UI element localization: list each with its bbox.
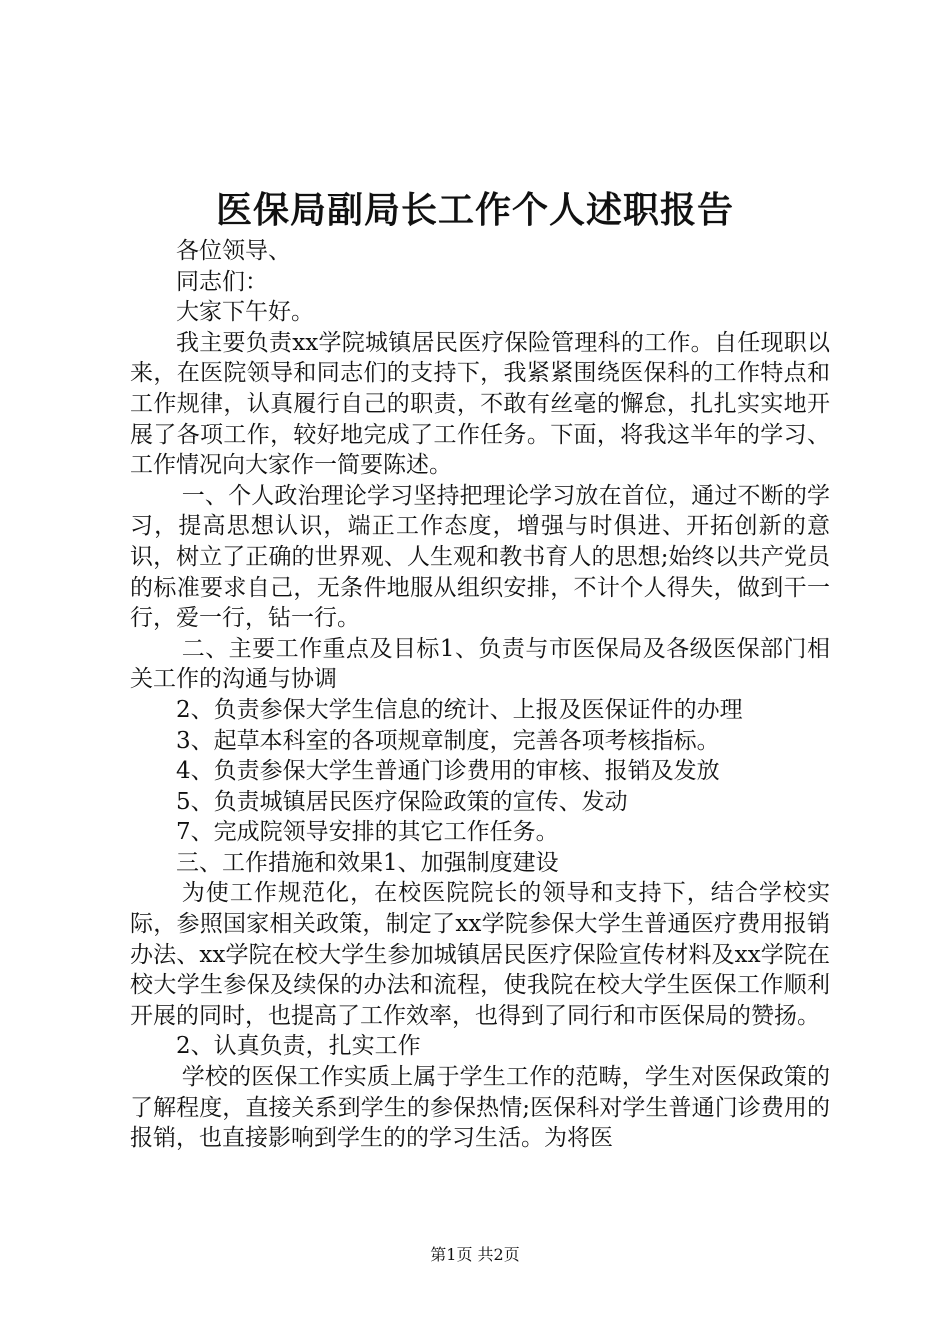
salutation-line: 同志们： [176, 268, 268, 295]
list-item: 7、完成院领导安排的其它工作任务。 [176, 819, 559, 846]
list-item: 2、负责参保大学生信息的统计、上报及医保证件的办理 [176, 696, 743, 723]
subsection-heading: 2、认真负责，扎实工作 [176, 1033, 421, 1060]
salutation-line: 各位领导、 [176, 238, 291, 264]
document-title: 医保局副局长工作个人述职报告 [215, 189, 734, 231]
page-number-footer: 第1页 共2页 [430, 1245, 520, 1264]
list-item: 5、负责城镇居民医疗保险政策的宣传、发动 [176, 788, 628, 815]
document-body [130, 236, 830, 1154]
section-heading: 三、工作措施和效果1、加强制度建设 [176, 849, 559, 876]
body-paragraph: 学校的医保工作实质上属于学生工作的范畴，学生对医保政策的了解程度，直接关系到学生的参保热情;医保科对学生普通门诊费用的报销，也直接影响到学生的的学习生活。为将医 [130, 1064, 830, 1152]
body-paragraph: 为使工作规范化，在校医院院长的领导和支持下，结合学校实际，参照国家相关政策，制定了xx学院参保大学生普通医疗费用报销办法、xx学院在校大学生参加城镇居民医疗保险宣传材料及xx学院在校大学生参保及续保的办法和流程，使我院在校大学生医保工作顺利开展的同时，也提高了工作效率，也得到了同行和市医保局的赞扬。 [130, 880, 830, 1029]
body-paragraph: 我主要负责xx学院城镇居民医疗保险管理科的工作。自任现职以来，在医院领导和同志们的支持下，我紧紧围绕医保科的工作特点和工作规律，认真履行自己的职责，不敢有丝毫的懈怠，扎扎实实地开展了各项工作，较好地完成了工作任务。下面，将我这半年的学习、工作情况向大家作一简要陈述。 [130, 329, 830, 479]
section-paragraph: 二、主要工作重点及目标1、负责与市医保局及各级医保部门相关工作的沟通与协调 [130, 635, 830, 693]
section-paragraph: 一、个人政治理论学习坚持把理论学习放在首位，通过不断的学习，提高思想认识，端正工作态度，增强与时俱进、开拓创新的意识，树立了正确的世界观、人生观和教书育人的思想;始终以共产党员的标准要求自己，无条件地服从组织安排，不计个人得失，做到干一行，爱一行，钻一行。 [130, 482, 830, 632]
list-item: 3、起草本科室的各项规章制度，完善各项考核指标。 [176, 727, 720, 754]
greeting-line: 大家下午好。 [176, 299, 314, 326]
list-item: 4、负责参保大学生普通门诊费用的审核、报销及发放 [176, 758, 720, 785]
